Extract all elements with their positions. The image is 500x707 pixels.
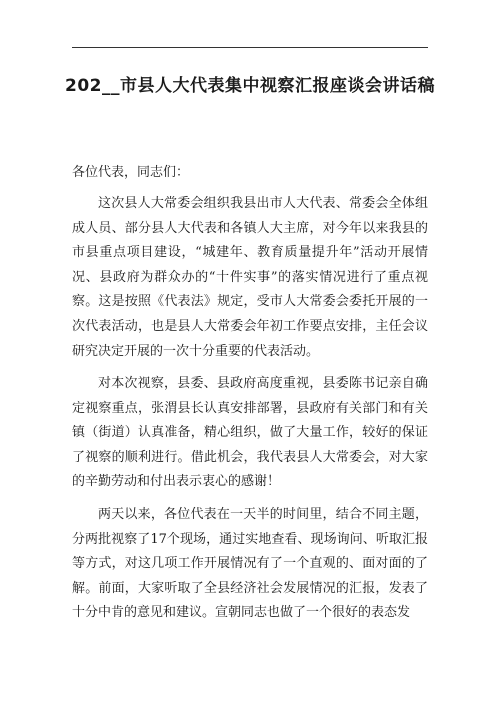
body-paragraph-2: 对本次视察，县委、县政府高度重视，县委陈书记亲自确定视察重点，张渭县长认真安排部署，县政府有关部门和有关镇（街道）认真准备，精心组织，做了大量工作，较好的保证了视察的顺利进行。借此机会，我代表县人大常委会，对大家的辛勤劳动和付出表示衷心的感谢！	[72, 376, 428, 490]
salutation: 各位代表，同志们：	[72, 165, 190, 180]
document-title: 202__市县人大代表集中视察汇报座谈会讲话稿	[65, 76, 435, 96]
body-paragraph-3: 两天以来，各位代表在一天半的时间里，结合不同主题，分两批视察了17个现场，通过实地查看、现场询问、听取汇报等方式，对这几项工作开展情况有了一个直观的、面对面的了解。前面，大家听取了全县经济社会发展情况的汇报，发表了十分中肯的意见和建议。宣朝同志也做了一个很好的表态发	[72, 507, 428, 621]
header-rule	[72, 47, 428, 48]
body-paragraph-1: 这次县人大常委会组织我县出市人大代表、常委会全体组成人员、部分县人大代表和各镇人大主席，对今年以来我县的市县重点项目建设，“城建年、教育质量提升年”活动开展情况、县政府为群众办的“十件实事”的落实情况进行了重点视察。这是按照《代表法》规定，受市人大常委会委托开展的一次代表活动，也是县人大常委会年初工作要点安排，主任会议研究决定开展的一次十分重要的代表活动。	[72, 196, 428, 359]
